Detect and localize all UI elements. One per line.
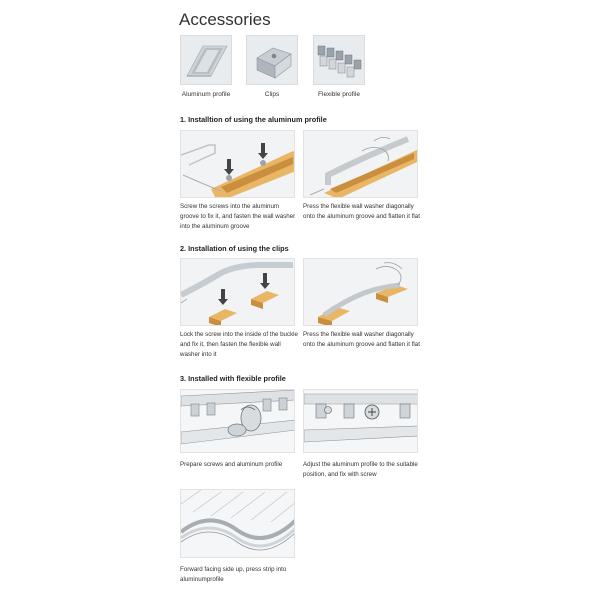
section-heading: 1. Installtion of using the aluminum profile <box>180 115 327 124</box>
accessory-label: Aluminum profile <box>181 91 231 98</box>
clip-icon <box>246 35 298 85</box>
step-illustration <box>180 489 295 558</box>
section-heading: 2. Installation of using the clips <box>180 244 289 253</box>
flexible-profile-icon <box>313 35 365 85</box>
step-description: Lock the screw into the inside of the buckle and fix it, then fasten the flexible wall washer into it <box>180 331 298 358</box>
step-description: Prepare screws and aluminum profile <box>180 461 283 468</box>
page-title: Accessories <box>179 10 271 29</box>
step-illustration <box>180 130 295 198</box>
accessory-label: Clips <box>264 91 280 98</box>
step-description: Press the flexible wall washer diagonally onto the aluminum groove and flatten it flat <box>303 203 420 220</box>
step-description: Press the flexible wall washer diagonally onto the aluminum groove and flatten it flat <box>303 331 420 348</box>
step-illustration <box>180 258 295 326</box>
step-description: Screw the screws into the aluminum groove to fix it, and fasten the wall washer into the aluminum groove <box>180 203 296 230</box>
section-heading: 3. Installed with flexible profile <box>180 374 286 383</box>
step-illustration <box>303 130 418 198</box>
aluminum-profile-icon <box>180 35 232 85</box>
step-illustration <box>303 389 418 453</box>
accessory-label: Flexible profile <box>318 91 360 98</box>
step-illustration <box>180 389 295 453</box>
step-illustration <box>303 258 418 326</box>
step-description: Adjust the aluminum profile to the suitable position, and fix with screw <box>303 461 418 478</box>
step-description: Forward facing side up, press strip into aluminumprofile <box>180 566 287 583</box>
